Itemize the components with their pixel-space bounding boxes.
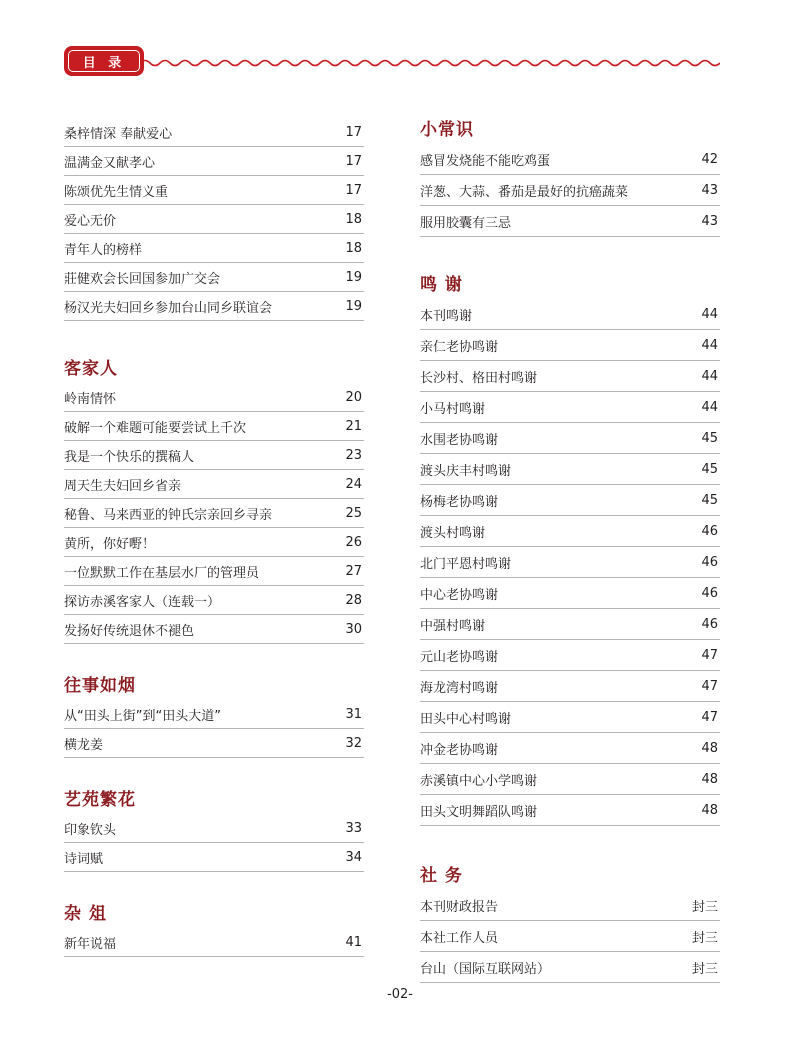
entry-title: 杨汉光夫妇回乡参加台山同乡联谊会 xyxy=(64,300,273,316)
entry-page-number: 封三 xyxy=(691,930,718,946)
entry-title: 台山（国际互联网站） xyxy=(420,961,551,977)
toc-entry[interactable] xyxy=(64,118,364,147)
entry-title: 小马村鸣谢 xyxy=(420,401,486,417)
entry-page-number: 封三 xyxy=(691,899,718,915)
entry-page-number: 43 xyxy=(701,182,718,198)
entry-page-number: 48 xyxy=(701,771,718,787)
entry-page-number: 46 xyxy=(701,585,718,601)
toc-entry[interactable] xyxy=(64,234,364,263)
entry-title: 中心老协鸣谢 xyxy=(420,587,499,603)
entry-title: 温满金又献孝心 xyxy=(64,155,156,171)
toc-section xyxy=(64,357,364,644)
entry-title: 陈颂优先生情义重 xyxy=(64,184,169,200)
toc-section xyxy=(64,674,364,758)
entry-title: 长沙村、格田村鸣谢 xyxy=(420,370,538,386)
entry-page-number: 19 xyxy=(345,298,362,314)
entry-page-number: 47 xyxy=(701,709,718,725)
entry-page-number: 46 xyxy=(701,616,718,632)
entry-title: 周天生夫妇回乡省亲 xyxy=(64,478,182,494)
toc-entry[interactable] xyxy=(64,557,364,586)
entry-title: 印象钦头 xyxy=(64,822,117,838)
toc-entry[interactable] xyxy=(64,176,364,205)
toc-entry[interactable] xyxy=(420,144,720,175)
entry-page-number: 44 xyxy=(701,368,718,384)
entry-title: 我是一个快乐的撰稿人 xyxy=(64,449,195,465)
entry-title: 破解一个难题可能要尝试上千次 xyxy=(64,420,247,436)
entry-page-number: 45 xyxy=(701,492,718,508)
toc-entry[interactable] xyxy=(64,263,364,292)
entry-page-number: 32 xyxy=(345,735,362,751)
toc-entry[interactable] xyxy=(420,330,720,361)
entry-page-number: 44 xyxy=(701,306,718,322)
entry-title: 莊健欢会长回国参加广交会 xyxy=(64,271,221,287)
entry-title: 发扬好传统退休不褪色 xyxy=(64,623,195,639)
toc-entry[interactable] xyxy=(420,392,720,423)
toc-entry[interactable] xyxy=(64,700,364,729)
entry-title: 田头文明舞蹈队鸣谢 xyxy=(420,804,538,820)
toc-section xyxy=(420,273,720,826)
toc-section xyxy=(420,118,720,237)
entry-page-number: 42 xyxy=(701,151,718,167)
entry-title: 青年人的榜样 xyxy=(64,242,143,258)
toc-entry[interactable] xyxy=(420,454,720,485)
entry-page-number: 43 xyxy=(701,213,718,229)
entry-title: 探访赤溪客家人（连载一） xyxy=(64,594,221,610)
entry-page-number: 23 xyxy=(345,447,362,463)
entry-title: 秘鲁、马来西亚的钟氏宗亲回乡寻亲 xyxy=(64,507,273,523)
entry-page-number: 31 xyxy=(345,706,362,722)
entry-page-number: 45 xyxy=(701,461,718,477)
toc-entry[interactable] xyxy=(420,733,720,764)
entry-title: 横龙姜 xyxy=(64,737,104,753)
toc-entry[interactable] xyxy=(420,175,720,206)
entry-page-number: 30 xyxy=(345,621,362,637)
toc-entry[interactable] xyxy=(420,702,720,733)
toc-left-column xyxy=(64,118,364,957)
section-title: 小常识 xyxy=(420,120,474,140)
entry-title: 桑梓情深 奉献爱心 xyxy=(64,126,173,142)
section-title: 杂 俎 xyxy=(64,904,107,924)
toc-entry[interactable] xyxy=(64,586,364,615)
entry-page-number: 封三 xyxy=(691,961,718,977)
entry-title: 渡头村鸣谢 xyxy=(420,525,486,541)
toc-section xyxy=(64,902,364,957)
toc-section xyxy=(64,118,364,321)
toc-entry[interactable] xyxy=(420,640,720,671)
entry-page-number: 20 xyxy=(345,389,362,405)
header-label: 目 录 xyxy=(68,50,140,72)
toc-entry[interactable] xyxy=(64,383,364,412)
entry-page-number: 44 xyxy=(701,337,718,353)
entry-title: 本刊财政报告 xyxy=(420,899,499,915)
toc-entry[interactable] xyxy=(420,795,720,826)
section-title: 客家人 xyxy=(64,359,118,379)
toc-entry[interactable] xyxy=(420,485,720,516)
toc-entry[interactable] xyxy=(64,292,364,321)
section-title: 往事如烟 xyxy=(64,676,136,696)
entry-page-number: 25 xyxy=(345,505,362,521)
entry-title: 元山老协鸣谢 xyxy=(420,649,499,665)
entry-page-number: 48 xyxy=(701,740,718,756)
entry-title: 从“田头上街”到“田头大道” xyxy=(64,708,221,724)
toc-entry[interactable] xyxy=(420,764,720,795)
toc-entry[interactable] xyxy=(64,470,364,499)
entry-page-number: 46 xyxy=(701,554,718,570)
entry-title: 冲金老协鸣谢 xyxy=(420,742,499,758)
header-banner xyxy=(64,46,144,76)
entry-title: 服用胶囊有三忌 xyxy=(420,215,512,231)
entry-page-number: 26 xyxy=(345,534,362,550)
entry-page-number: 48 xyxy=(701,802,718,818)
entry-page-number: 17 xyxy=(345,153,362,169)
toc-entry[interactable] xyxy=(64,814,364,843)
entry-title: 黄所，你好嘢！ xyxy=(64,536,156,552)
entry-page-number: 46 xyxy=(701,523,718,539)
entry-title: 岭南情怀 xyxy=(64,391,117,407)
toc-entry[interactable] xyxy=(420,516,720,547)
toc-entry[interactable] xyxy=(64,412,364,441)
toc-entry[interactable] xyxy=(420,299,720,330)
entry-title: 本社工作人员 xyxy=(420,930,499,946)
toc-entry[interactable] xyxy=(420,921,720,952)
toc-entry[interactable] xyxy=(420,609,720,640)
page-number: -02- xyxy=(387,987,413,1002)
entry-title: 洋葱、大蒜、番茄是最好的抗癌蔬菜 xyxy=(420,184,629,200)
entry-page-number: 24 xyxy=(345,476,362,492)
toc-entry[interactable] xyxy=(420,547,720,578)
entry-title: 水围老协鸣谢 xyxy=(420,432,499,448)
entry-page-number: 33 xyxy=(345,820,362,836)
entry-page-number: 17 xyxy=(345,124,362,140)
entry-page-number: 19 xyxy=(345,269,362,285)
toc-entry[interactable] xyxy=(64,205,364,234)
toc-entry[interactable] xyxy=(420,361,720,392)
toc-entry[interactable] xyxy=(64,499,364,528)
entry-title: 诗词赋 xyxy=(64,851,104,867)
entry-title: 北门平恩村鸣谢 xyxy=(420,556,512,572)
entry-title: 感冒发烧能不能吃鸡蛋 xyxy=(420,153,551,169)
toc-entry[interactable] xyxy=(64,441,364,470)
toc-entry[interactable] xyxy=(64,528,364,557)
entry-title: 中强村鸣谢 xyxy=(420,618,486,634)
entry-title: 田头中心村鸣谢 xyxy=(420,711,512,727)
entry-page-number: 18 xyxy=(345,240,362,256)
entry-title: 渡头庆丰村鸣谢 xyxy=(420,463,512,479)
toc-entry[interactable] xyxy=(420,952,720,983)
entry-page-number: 41 xyxy=(345,934,362,950)
entry-title: 本刊鸣谢 xyxy=(420,308,473,324)
entry-page-number: 34 xyxy=(345,849,362,865)
toc-entry[interactable] xyxy=(64,615,364,644)
entry-page-number: 45 xyxy=(701,430,718,446)
entry-title: 亲仁老协鸣谢 xyxy=(420,339,499,355)
entry-title: 海龙湾村鸣谢 xyxy=(420,680,499,696)
toc-entry[interactable] xyxy=(64,928,364,957)
entry-page-number: 47 xyxy=(701,647,718,663)
header-wave-line xyxy=(140,56,720,70)
toc-entry[interactable] xyxy=(64,843,364,872)
toc-entry[interactable] xyxy=(420,423,720,454)
entry-page-number: 21 xyxy=(345,418,362,434)
section-title: 艺苑繁花 xyxy=(64,790,136,810)
toc-entry[interactable] xyxy=(420,206,720,237)
entry-page-number: 44 xyxy=(701,399,718,415)
entry-page-number: 27 xyxy=(345,563,362,579)
entry-page-number: 47 xyxy=(701,678,718,694)
entry-title: 杨梅老协鸣谢 xyxy=(420,494,499,510)
toc-entry[interactable] xyxy=(64,147,364,176)
section-title: 社 务 xyxy=(420,866,463,886)
section-title: 鸣 谢 xyxy=(420,275,463,295)
toc-entry[interactable] xyxy=(420,578,720,609)
entry-page-number: 17 xyxy=(345,182,362,198)
toc-entry[interactable] xyxy=(64,729,364,758)
entry-page-number: 18 xyxy=(345,211,362,227)
toc-entry[interactable] xyxy=(420,890,720,921)
entry-title: 赤溪镇中心小学鸣谢 xyxy=(420,773,538,789)
entry-title: 一位默默工作在基层水厂的管理员 xyxy=(64,565,260,581)
entry-title: 爱心无价 xyxy=(64,213,117,229)
toc-entry[interactable] xyxy=(420,671,720,702)
toc-section xyxy=(64,788,364,872)
toc-right-column xyxy=(420,118,720,983)
entry-page-number: 28 xyxy=(345,592,362,608)
toc-section xyxy=(420,864,720,983)
entry-title: 新年说福 xyxy=(64,936,117,952)
